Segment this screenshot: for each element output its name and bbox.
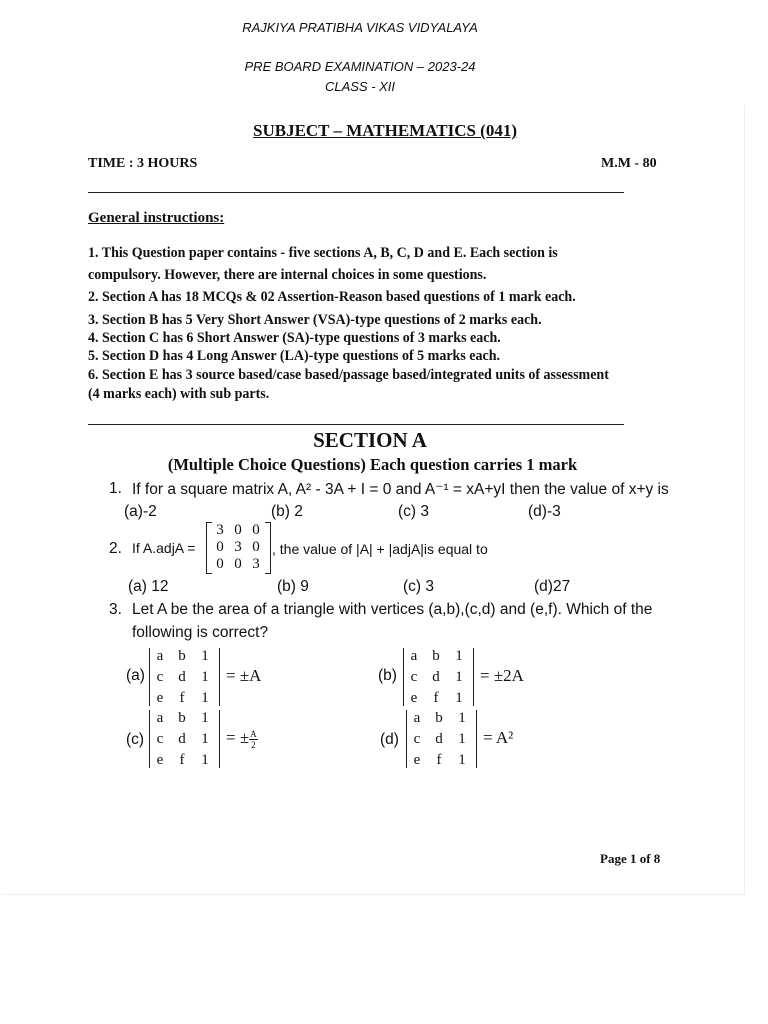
divider-mid: [88, 424, 624, 425]
matrix-cell: 0: [234, 556, 242, 572]
q2-matrix: [206, 522, 270, 574]
q1-option-d: (d)-3: [528, 503, 561, 520]
q2-option-a: (a) 12: [128, 578, 169, 595]
q3-option-a-rhs: = ±A: [226, 666, 262, 685]
instruction-line: 6. Section E has 3 source based/case based/passage based/integrated units of assessment: [88, 367, 609, 384]
matrix-cell: e: [156, 690, 164, 706]
q1-text: If for a square matrix A, A² - 3A + I = 0 and A⁻¹ = xA+yI then the value of x+y is: [132, 481, 669, 498]
matrix-cell: 0: [252, 522, 260, 538]
matrix-cell: b: [178, 648, 186, 664]
q2-option-c: (c) 3: [403, 578, 434, 595]
instruction-line: 4. Section C has 6 Short Answer (SA)-type questions of 3 marks each.: [88, 330, 501, 347]
matrix-cell: 1: [201, 710, 209, 726]
subject-title: SUBJECT – MATHEMATICS (041): [253, 121, 517, 140]
instruction-line: compulsory. However, there are internal choices in some questions.: [88, 267, 487, 284]
matrix-cell: 1: [201, 731, 209, 747]
q2-lead: If A.adjA =: [132, 540, 196, 556]
matrix-cell: 1: [201, 690, 209, 706]
q3-option-d-label: (d): [380, 731, 399, 748]
matrix-cell: a: [156, 648, 164, 664]
q1-option-c: (c) 3: [398, 503, 429, 520]
matrix-cell: 1: [455, 669, 463, 685]
max-marks-label: M.M - 80: [601, 156, 657, 171]
q3-option-b-determinant: [403, 646, 475, 708]
matrix-cell: c: [410, 669, 418, 685]
matrix-cell: 1: [455, 648, 463, 664]
matrix-cell: c: [156, 669, 164, 685]
matrix-cell: d: [435, 731, 443, 747]
matrix-cell: e: [156, 752, 164, 768]
matrix-cell: 0: [216, 556, 224, 572]
class-label: CLASS - XII: [324, 79, 396, 94]
fraction-denominator: 2: [251, 739, 256, 750]
matrix-cell: e: [410, 690, 418, 706]
q1-number: 1.: [109, 480, 122, 497]
exam-title: PRE BOARD EXAMINATION – 2023-24: [244, 59, 476, 74]
matrix-cell: 0: [216, 539, 224, 555]
matrix-cell: 3: [234, 539, 242, 555]
matrix-cell: 0: [252, 539, 260, 555]
matrix-cell: 1: [458, 710, 466, 726]
q3-option-a-determinant: [149, 646, 221, 708]
instruction-line: 5. Section D has 4 Long Answer (LA)-type questions of 5 marks each.: [88, 348, 500, 365]
q3-option-c-rhs-prefix: = ±: [226, 728, 250, 747]
fraction-numerator: A: [250, 728, 257, 739]
matrix-cell: c: [413, 731, 421, 747]
matrix-cell: b: [178, 710, 186, 726]
matrix-cell: 1: [201, 752, 209, 768]
q3-option-c-determinant: [149, 708, 221, 770]
q3-option-d-rhs: = A²: [483, 728, 514, 747]
page-number: Page 1 of 8: [600, 851, 661, 866]
matrix-cell: 3: [252, 556, 260, 572]
matrix-cell: 1: [458, 731, 466, 747]
q2-option-d: (d)27: [534, 578, 571, 595]
divider-top: [88, 192, 624, 193]
q3-option-c-label: (c): [126, 731, 145, 748]
q2-tail: , the value of |A| + |adjA|is equal to: [272, 541, 488, 557]
q3-line1: Let A be the area of a triangle with vertices (a,b),(c,d) and (e,f). Which of the: [132, 601, 653, 618]
q3-option-b-label: (b): [378, 667, 397, 684]
q1-option-b: (b) 2: [271, 503, 303, 520]
matrix-cell: a: [410, 648, 418, 664]
q3-line2: following is correct?: [132, 624, 269, 641]
matrix-cell: 1: [455, 690, 463, 706]
matrix-cell: b: [435, 710, 443, 726]
q3-option-a-label: (a): [126, 667, 145, 684]
q3-number: 3.: [109, 601, 122, 618]
matrix-cell: f: [179, 752, 185, 768]
section-subtitle: (Multiple Choice Questions) Each question carries 1 mark: [167, 455, 578, 474]
instruction-line: (4 marks each) with sub parts.: [88, 386, 270, 403]
matrix-cell: d: [178, 731, 186, 747]
matrix-cell: d: [432, 669, 440, 685]
matrix-cell: a: [413, 710, 421, 726]
matrix-cell: c: [156, 731, 164, 747]
time-label: TIME : 3 HOURS: [88, 156, 198, 171]
fraction: [249, 729, 258, 750]
q2-number: 2.: [109, 540, 122, 557]
matrix-cell: 0: [234, 522, 242, 538]
school-name: RAJKIYA PRATIBHA VIKAS VIDYALAYA: [242, 20, 478, 35]
q3-option-d-determinant: [406, 708, 478, 770]
matrix-cell: f: [436, 752, 442, 768]
matrix-cell: f: [433, 690, 439, 706]
matrix-cell: f: [179, 690, 185, 706]
q3-option-c-rhs: [226, 728, 258, 750]
q3-option-b-rhs: = ±2A: [480, 666, 524, 685]
instruction-line: 1. This Question paper contains - five sections A, B, C, D and E. Each section is: [88, 245, 558, 262]
instruction-line: 3. Section B has 5 Very Short Answer (VSA)-type questions of 2 marks each.: [88, 312, 542, 329]
section-title: SECTION A: [313, 428, 427, 452]
matrix-cell: a: [156, 710, 164, 726]
instructions-heading: General instructions:: [88, 210, 225, 226]
q2-option-b: (b) 9: [277, 578, 309, 595]
matrix-cell: 1: [458, 752, 466, 768]
matrix-cell: 1: [201, 669, 209, 685]
matrix-cell: b: [432, 648, 440, 664]
matrix-cell: 3: [216, 522, 224, 538]
instruction-line: 2. Section A has 18 MCQs & 02 Assertion-Reason based questions of 1 mark each.: [88, 289, 576, 306]
matrix-cell: e: [413, 752, 421, 768]
matrix-cell: 1: [201, 648, 209, 664]
q1-option-a: (a)-2: [124, 503, 157, 520]
matrix-cell: d: [178, 669, 186, 685]
